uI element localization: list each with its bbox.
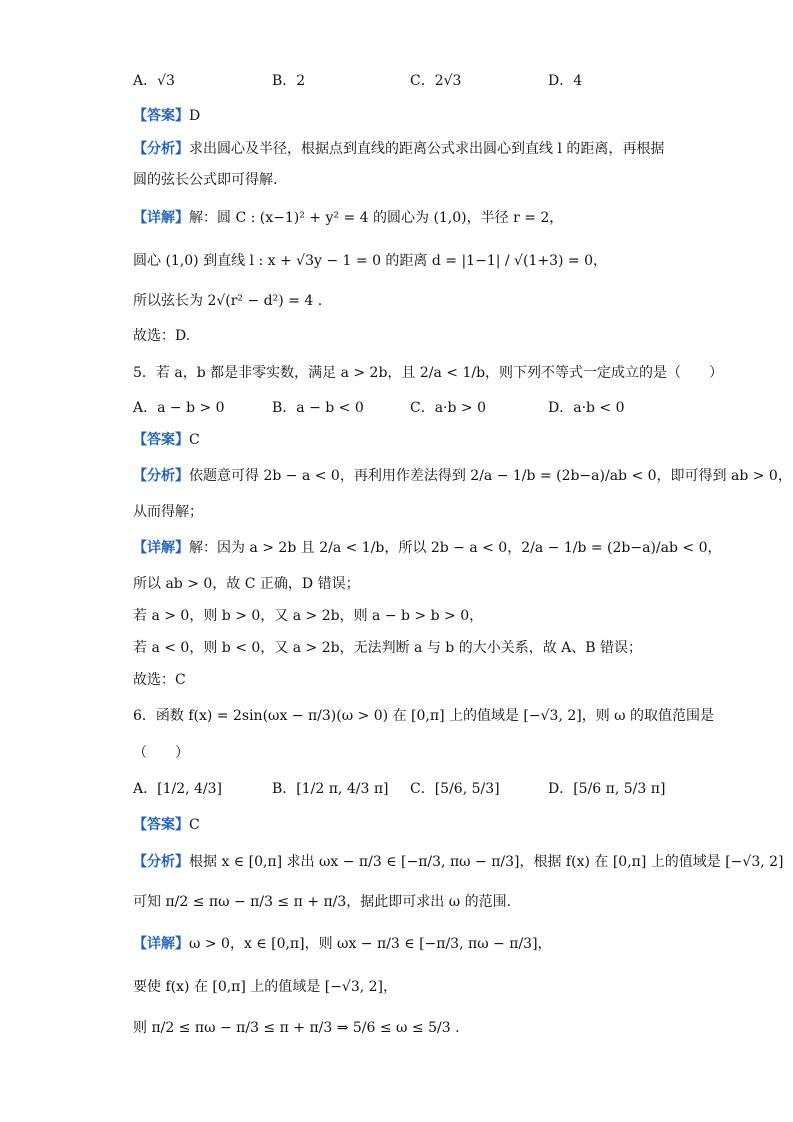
analysis-tag: 【分析】 xyxy=(133,854,189,870)
q5-conclusion: 故选：C xyxy=(133,672,186,688)
q6-option-a: A．[1/2, 4/3] xyxy=(133,781,222,797)
answer-tag: 【答案】 xyxy=(133,108,189,124)
q6-option-d: D．[5/6 π, 5/3 π] xyxy=(548,781,666,797)
answer-value: C xyxy=(189,432,200,448)
q5-stem: 5．若 a，b 都是非零实数，满足 a > 2b，且 2/a < 1/b，则下列不等式一定成立的是（ ） xyxy=(133,365,724,381)
detail-text: 解：因为 a > 2b 且 2/a < 1/b，所以 2b − a < 0，2/a − 1/b = (2b−a)/ab < 0， xyxy=(189,540,722,556)
q6-option-b: B．[1/2 π, 4/3 π] xyxy=(272,781,389,797)
answer-tag: 【答案】 xyxy=(133,432,189,448)
detail-text: 解：圆 C : (x−1)² + y² = 4 的圆心为 (1,0)，半径 r = 2， xyxy=(189,210,564,226)
detail-tag: 【详解】 xyxy=(133,210,189,226)
q6-option-c: C．[5/6, 5/3] xyxy=(410,781,500,797)
q6-stem: 6．函数 f(x) = 2sin(ωx − π/3)(ω > 0) 在 [0,π] 上的值域是 [−√3, 2]，则 ω 的取值范围是 xyxy=(133,708,715,724)
answer-value: C xyxy=(189,817,200,833)
q4-conclusion: 故选：D. xyxy=(133,328,191,344)
q4-analysis xyxy=(133,139,664,159)
q4-option-d: D．4 xyxy=(548,73,583,89)
q5-detail-line2: 所以 ab > 0，故 C 正确，D 错误； xyxy=(133,576,360,592)
q5-detail xyxy=(133,538,721,558)
q5-option-c: C．a·b > 0 xyxy=(410,400,487,416)
q4-answer xyxy=(133,106,200,126)
q6-detail-line3: 则 π/2 ≤ πω − π/3 ≤ π + π/3 ⇒ 5/6 ≤ ω ≤ 5/3 . xyxy=(133,1020,460,1036)
q5-option-a: A．a − b > 0 xyxy=(133,400,225,416)
q4-detail xyxy=(133,208,563,228)
q5-detail-line4: 若 a < 0，则 b < 0，又 a > 2b，无法判断 a 与 b 的大小关系，故 A、B 错误； xyxy=(133,640,642,656)
analysis-text: 依题意可得 2b − a < 0，再利用作差法得到 2/a − 1/b = (2b−a)/ab < 0，即可得到 ab > 0， xyxy=(189,468,792,484)
answer-value: D xyxy=(189,108,201,124)
q5-analysis-cont: 从而得解； xyxy=(133,504,203,520)
answer-tag: 【答案】 xyxy=(133,817,189,833)
q6-analysis xyxy=(133,852,784,872)
q4-detail-line2: 圆心 (1,0) 到直线 l : x + √3y − 1 = 0 的距离 d = |1−1| / √(1+3) = 0， xyxy=(133,253,607,269)
q6-analysis-cont: 可知 π/2 ≤ πω − π/3 ≤ π + π/3，据此即可求出 ω 的范围. xyxy=(133,894,512,910)
q5-options xyxy=(133,398,693,418)
detail-tag: 【详解】 xyxy=(133,540,189,556)
analysis-text: 根据 x ∈ [0,π] 求出 ωx − π/3 ∈ [−π/3, πω − π/3]，根据 f(x) 在 [0,π] 上的值域是 [−√3, 2] xyxy=(189,854,784,870)
q5-answer xyxy=(133,430,200,450)
q5-detail-line3: 若 a > 0，则 b > 0，又 a > 2b，则 a − b > b > 0， xyxy=(133,608,484,624)
q5-analysis xyxy=(133,466,792,486)
analysis-text: 求出圆心及半径，根据点到直线的距离公式求出圆心到直线 l 的距离，再根据 xyxy=(189,141,665,157)
q4-option-b: B．2 xyxy=(272,73,306,89)
analysis-tag: 【分析】 xyxy=(133,468,189,484)
q5-option-d: D．a·b < 0 xyxy=(548,400,625,416)
q6-stem-paren: （ ） xyxy=(133,745,189,761)
q4-option-a: A．√3 xyxy=(133,73,175,89)
detail-text: ω > 0，x ∈ [0,π]，则 ωx − π/3 ∈ [−π/3, πω − π/3]， xyxy=(189,936,552,952)
q5-option-b: B．a − b < 0 xyxy=(272,400,364,416)
q6-detail xyxy=(133,934,552,954)
q4-analysis-cont: 圆的弦长公式即可得解. xyxy=(133,172,278,188)
q6-options xyxy=(133,779,693,799)
q4-options xyxy=(133,71,693,91)
q4-option-c: C．2√3 xyxy=(410,73,462,89)
analysis-tag: 【分析】 xyxy=(133,141,189,157)
q6-answer xyxy=(133,815,200,835)
detail-tag: 【详解】 xyxy=(133,936,189,952)
q6-detail-line2: 要使 f(x) 在 [0,π] 上的值域是 [−√3, 2]， xyxy=(133,979,398,995)
q4-detail-line3: 所以弦长为 2√(r² − d²) = 4 . xyxy=(133,293,323,309)
